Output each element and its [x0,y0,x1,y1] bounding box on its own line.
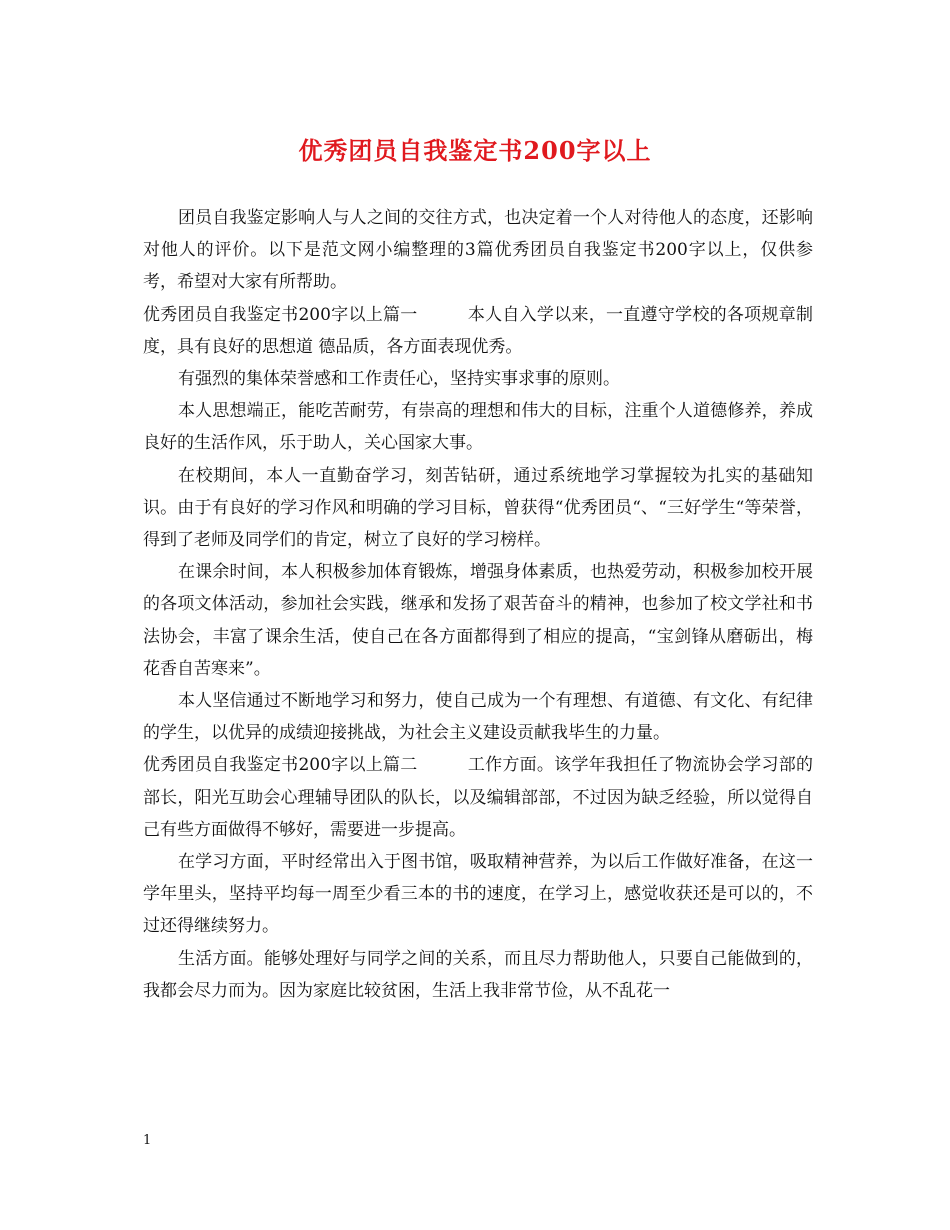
section2-paragraph-1: 在学习方面，平时经常出入于图书馆，吸取精神营养，为以后工作做好准备，在这一学年里头，坚持平均每一周至少看三本的书的速度，在学习上，感觉收获还是可以的，不过还得继续努力。 [143,852,813,937]
page-number: 1 [143,1133,152,1148]
intro-paragraph: 团员自我鉴定影响人与人之间的交往方式，也决定着一个人对待他人的态度，还影响对他人的评价。以下是范文网小编整理的3篇优秀团员自我鉴定书200字以上，仅供参考，希望对大家有所帮助。 [143,208,813,293]
section1-paragraph-2: 本人思想端正，能吃苦耐劳，有崇高的理想和伟大的目标，注重个人道德修养，养成良好的生活作风，乐于助人，关心国家大事。 [143,401,813,454]
section1-heading: 优秀团员自我鉴定书200字以上篇一 [143,304,418,325]
document-body [143,202,813,1007]
section2-paragraph [143,749,813,846]
section1-paragraph-1: 有强烈的集体荣誉感和工作责任心，坚持实事求事的原则。 [178,369,620,390]
document-title: 优秀团员自我鉴定书200字以上 [298,136,652,165]
section1-paragraph-4: 在课余时间，本人积极参加体育锻炼，增强身体素质，也热爱劳动，积极参加校开展的各项文体活动，参加社会实践，继承和发扬了艰苦奋斗的精神，也参加了校文学社和书法协会，丰富了课余生活，使自己在各方面都得到了相应的提高，“宝剑锋从磨砺出，梅花香自苦寒来”。 [143,562,813,679]
section2-heading: 优秀团员自我鉴定书200字以上篇二 [143,755,418,776]
section2-paragraph-2: 生活方面。能够处理好与同学之间的关系，而且尽力帮助他人，只要自己能做到的，我都会尽力而为。因为家庭比较贫困，生活上我非常节俭，从不乱花一 [143,948,813,1001]
section1-paragraph-3: 在校期间，本人一直勤奋学习，刻苦钻研，通过系统地学习掌握较为扎实的基础知识。由于有良好的学习作风和明确的学习目标，曾获得“优秀团员“、“三好学生“等荣誉，得到了老师及同学们的肯定，树立了良好的学习榜样。 [143,465,813,551]
section1-paragraph-5: 本人坚信通过不断地学习和努力，使自己成为一个有理想、有道德、有文化、有纪律的学生，以优异的成绩迎接挑战，为社会主义建设贡献我毕生的力量。 [143,691,813,744]
section2-lead: 工作方面。该学年我担任了物流协会学习部的部长，阳光互助会心理辅导团队的队长，以及编辑部部，不过因为缺乏经验，所以觉得自己有些方面做得不够好，需要进一步提高。 [143,755,814,840]
section1-paragraph [143,299,813,363]
section1-lead: 本人自入学以来，一直遵守学校的各项规章制度，具有良好的思想道 德品质，各方面表现优秀。 [143,304,814,357]
